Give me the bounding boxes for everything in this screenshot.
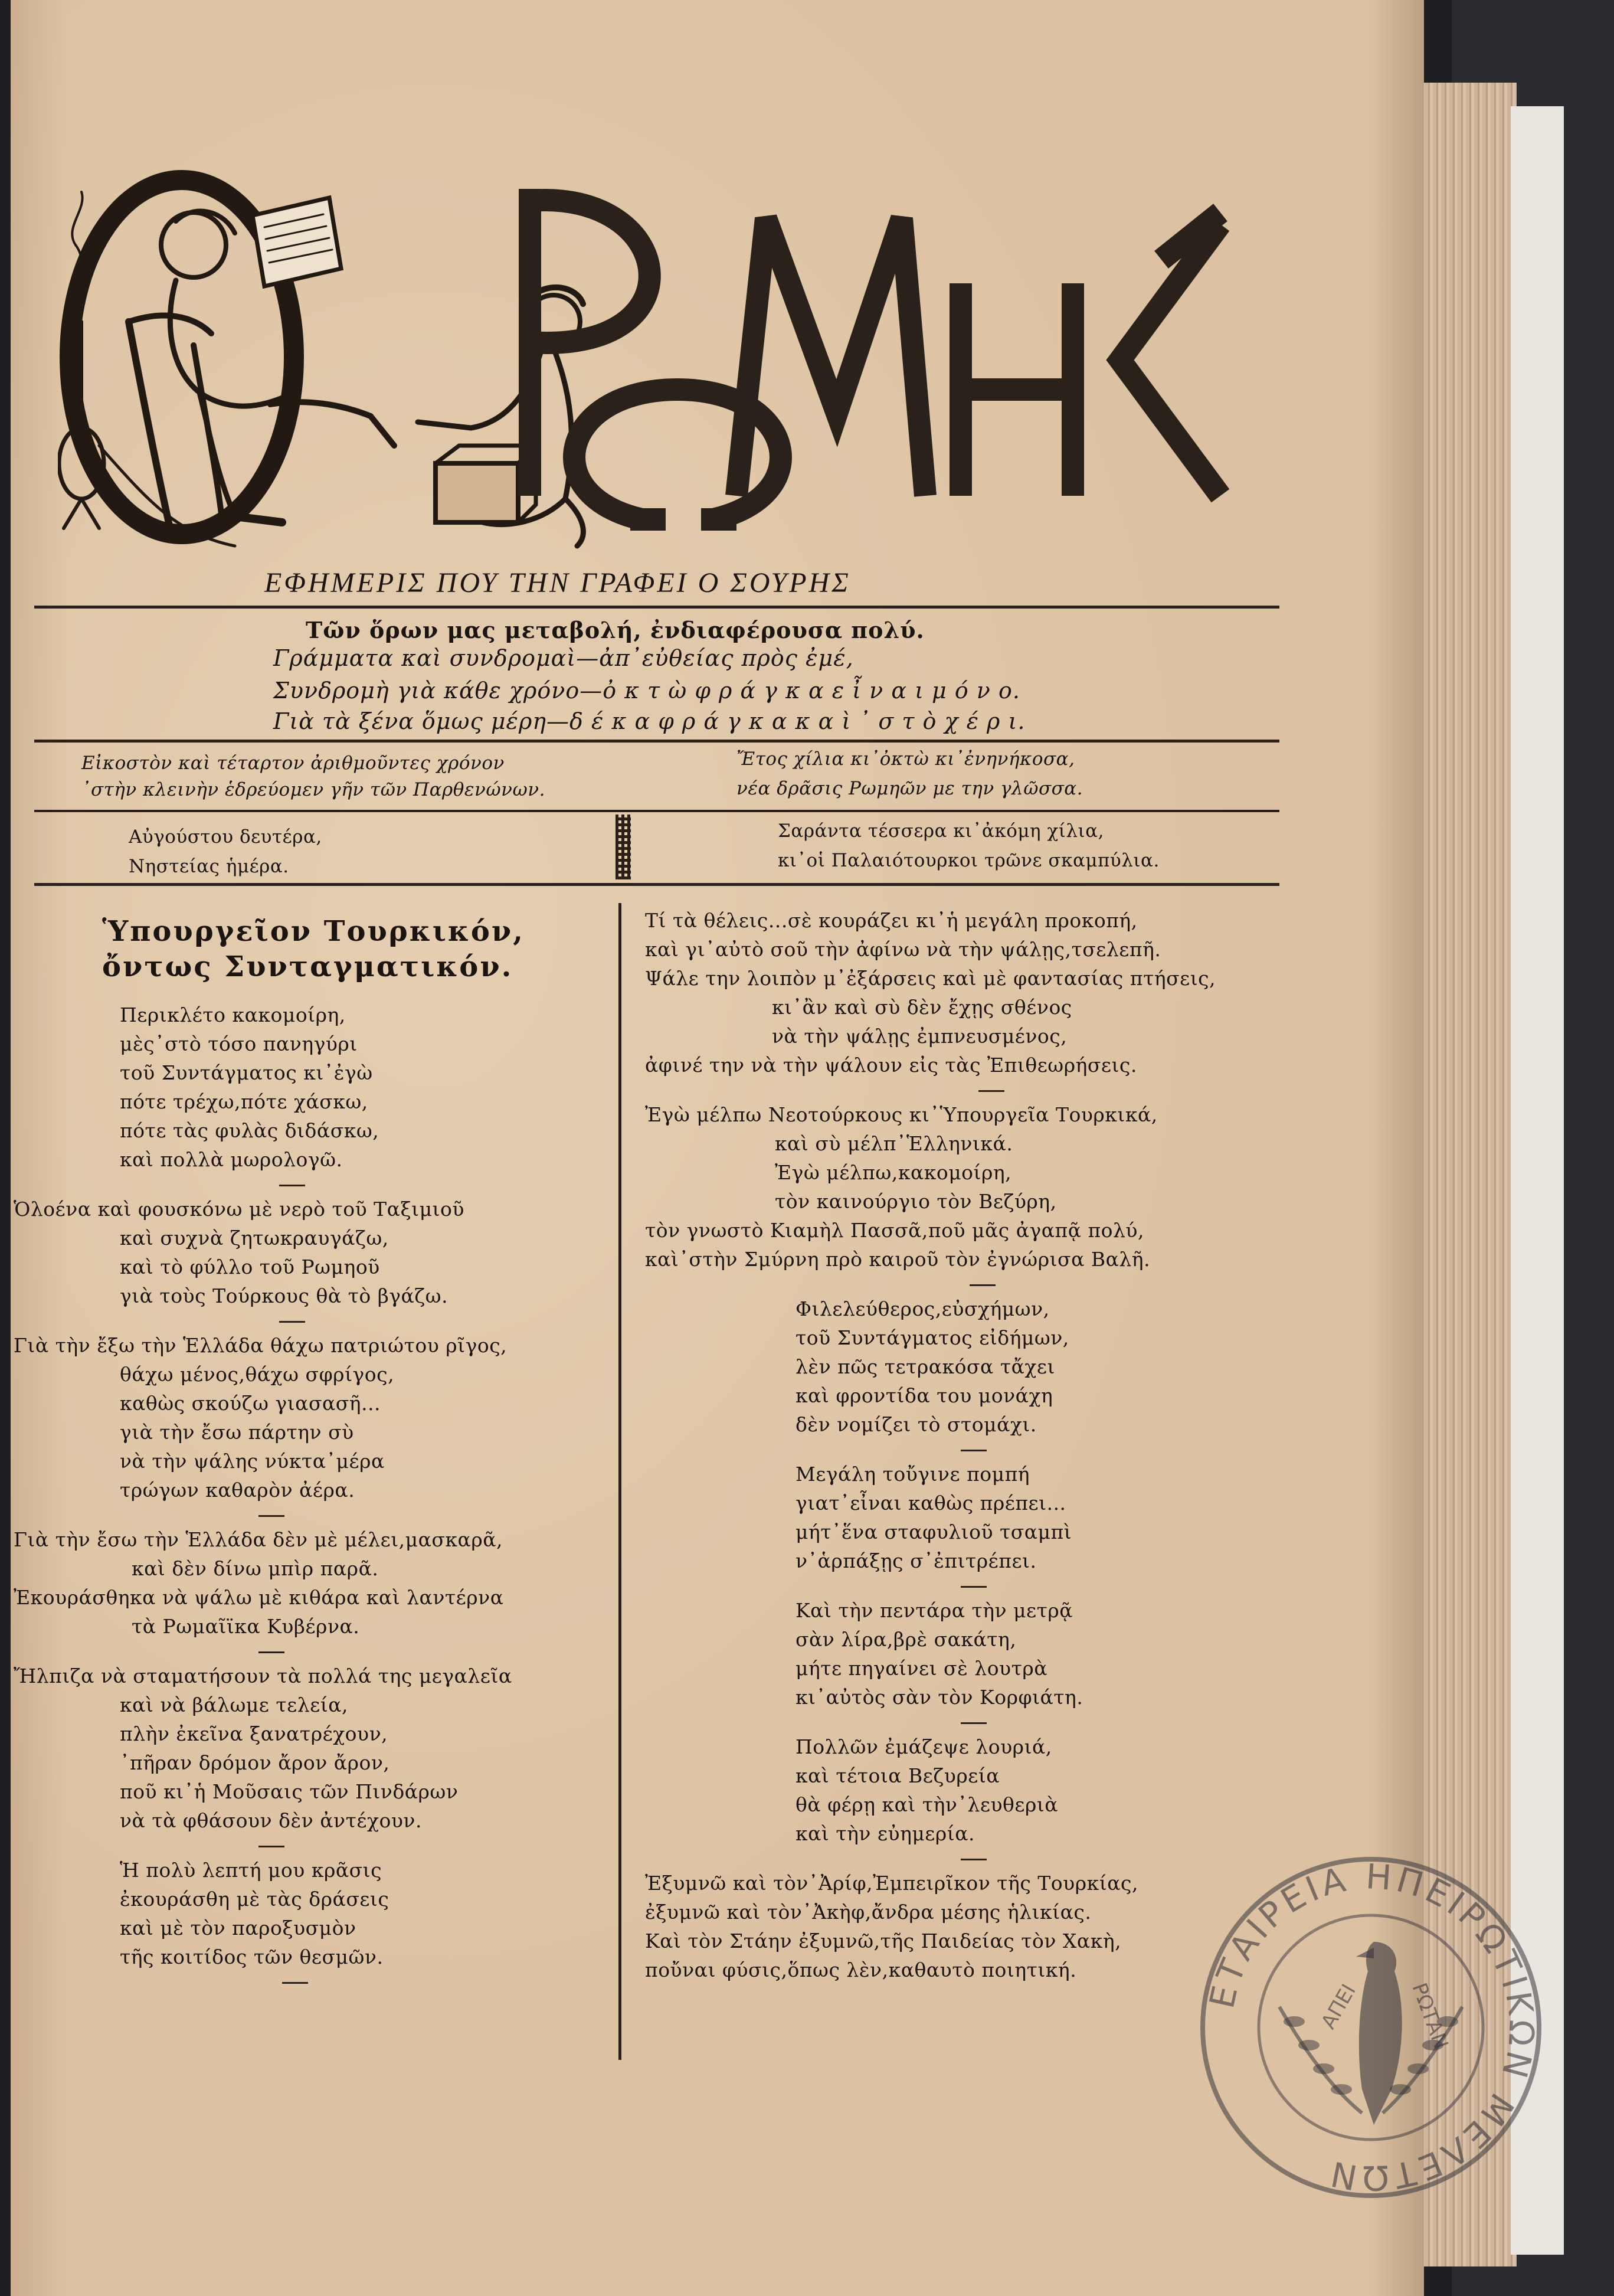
stamp-ring-text: ΕΤΑΙΡΕΙΑ ΗΠΕΙΡΩΤΙΚΩΝ ΜΕΛΕΤΩΝ: [1202, 1856, 1542, 2199]
verse-line: ποῦ κι᾿ἡ Μοῦσαις τῶν Πινδάρων: [120, 1780, 459, 1803]
verse-line: καθὼς σκούζω γιασασῆ...: [120, 1392, 381, 1415]
stamp-center-right: ΡΩΤΑΝ: [1407, 1980, 1453, 2053]
date-line: Νηστείας ἡμέρα.: [129, 856, 289, 877]
verse-line: ποὔναι φύσις,ὅπως λὲν,καθαυτὸ ποιητική.: [645, 1958, 1077, 1981]
terms-heading: Τῶν ὅρων μας μεταβολή, ἐνδιαφέρουσα πολύ.: [306, 617, 925, 643]
verse-line: νὰ τὴν ψάλης νύκτα᾿μέρα: [120, 1450, 385, 1473]
stanza-separator: [258, 1846, 284, 1847]
stanza: [11, 1525, 512, 1653]
stanza-separator: [961, 1586, 987, 1588]
verse-line: σὰν λίρα,βρὲ σακάτη,: [795, 1628, 1017, 1651]
stanza: [636, 1460, 1216, 1588]
masthead-rule: [34, 606, 1279, 609]
stanza: [636, 1596, 1216, 1724]
terms-rule: [34, 740, 1279, 743]
verse-line: Ἡ πολὺ λεπτή μου κρᾶσις: [120, 1859, 382, 1882]
year-line: Σαράντα τέσσερα κι᾿ἀκόμη χίλια,: [778, 820, 1105, 842]
verse-line: καὶ γι᾿αὐτὸ σοῦ τὴν ἀφίνω νὰ τὴν ψάλῃς,τσελεπῆ.: [645, 938, 1161, 961]
epigraph-line: ᾿στὴν κλεινὴν ἑδρεύομεν γῆν τῶν Παρθενώνων.: [81, 779, 545, 800]
verse-line: μὲς᾿στὸ τόσο πανηγύρι: [120, 1032, 358, 1055]
verse-line: Ὁλοένα καὶ φουσκόνω μὲ νερὸ τοῦ Ταξιμιοῦ: [14, 1198, 464, 1221]
date-line: Αὐγούστου δευτέρα,: [129, 826, 322, 848]
verse-line: τῆς κοιτίδος τῶν θεσμῶν.: [120, 1945, 384, 1968]
verse-line: Ἤλπιζα νὰ σταματήσουν τὰ πολλά της μεγαλεῖα: [14, 1664, 512, 1687]
verse-line: Ψάλε την λοιπὸν μ᾿ἐξάρσεις καὶ μὲ φαντασίας πτήσεις,: [645, 967, 1216, 990]
verse-line: ἐκουράσθη μὲ τὰς δράσεις: [120, 1888, 389, 1911]
article-heading: ὄντως Συνταγματικόν.: [102, 950, 513, 983]
verse-line: Γιὰ τὴν ἔξω τὴν Ἑλλάδα θάχω πατριώτου ρῖγος,: [14, 1334, 508, 1357]
epigraph-line: νέα δρᾶσις Ρωμηῶν με την γλῶσσα.: [736, 778, 1083, 799]
stamp-center-left: ΑΠΕΙ: [1317, 1980, 1361, 2033]
stanza: [11, 1662, 512, 1847]
stanza: [11, 1000, 512, 1186]
stamp-bird-icon: [1356, 1942, 1402, 2125]
verse-line: μήτε πηγαίνει σὲ λουτρὰ: [795, 1657, 1048, 1680]
verse-line: θάχω μένος,θάχω σφρίγος,: [120, 1363, 395, 1386]
verse-line: καὶ μὲ τὸν παροξυσμὸν: [120, 1916, 356, 1940]
article-heading: Ὑπουργεῖον Τουρκικόν,: [102, 915, 525, 948]
epigraph-line: Ἔτος χίλια κι᾿ὀκτὼ κι᾿ἐνηνήκοσα,: [736, 748, 1075, 770]
info-rule: [34, 810, 1279, 812]
stanza-separator: [279, 1185, 305, 1186]
verse-line: καὶ δὲν δίνω μπὶρ παρᾶ.: [132, 1557, 379, 1580]
stanza: [11, 1331, 512, 1517]
masthead-title-lettering: [394, 165, 1256, 543]
verse-line: καὶ τέτοια Βεζυρεία: [795, 1764, 1000, 1787]
stanza: [11, 1856, 512, 1984]
verse-line: τὰ Ρωμαῖϊκα Κυβέρνα.: [132, 1615, 360, 1638]
masthead-subtitle: ΕΦΗΜΕΡΙΣ ΠΟΥ ΤΗΝ ΓΡΑΦΕΙ Ο ΣΟΥΡΗΣ: [264, 567, 851, 598]
stanza: [636, 906, 1216, 1092]
verse-line: καὶ τὴν εὐημερία.: [795, 1822, 975, 1845]
stanza-separator: [279, 1321, 305, 1323]
ornament-divider: [616, 815, 631, 879]
verse-line: γιὰ τοὺς Τούρκους θὰ τὸ βγάζω.: [120, 1284, 448, 1307]
verse-line: κι᾿αὐτὸς σὰν τὸν Κορφιάτη.: [795, 1686, 1083, 1709]
stanza-separator: [961, 1450, 987, 1451]
verse-line: καὶ συχνὰ ζητωκραυγάζω,: [120, 1227, 389, 1250]
newspaper-page: [11, 0, 1542, 2296]
verse-line: Τί τὰ θέλεις...σὲ κουράζει κι᾿ἡ μεγάλη προκοπή,: [645, 909, 1138, 932]
verse-line: γιὰ τὴν ἔσω πάρτην σὺ: [120, 1421, 354, 1444]
column-divider: [618, 903, 621, 2060]
verse-line: δὲν νομίζει τὸ στομάχι.: [795, 1413, 1037, 1436]
verse-line: ἐξυμνῶ καὶ τὸν᾿Ἀκὴφ,ἄνδρα μέσης ἡλικίας.: [645, 1901, 1092, 1924]
verse-line: Περικλέτο κακομοίρη,: [120, 1003, 346, 1026]
stanza-separator: [970, 1284, 996, 1286]
info-rule-bottom: [34, 883, 1279, 886]
verse-line: τὸν γνωστὸ Κιαμὴλ Πασσᾶ,ποῦ μᾶς ἀγαπᾷ πολύ,: [645, 1219, 1144, 1242]
verse-line: καὶ νὰ βάλωμε τελεία,: [120, 1693, 348, 1716]
verse-line: Πολλῶν ἐμάζεψε λουριά,: [795, 1735, 1052, 1758]
year-line: κι᾿οἱ Παλαιότουρκοι τρῶνε σκαμπύλια.: [778, 850, 1160, 871]
verse-line: τοῦ Συντάγματος εἰδήμων,: [795, 1326, 1069, 1349]
stanza-separator: [978, 1090, 1004, 1092]
verse-line: ἀφινέ την νὰ τὴν ψάλουν εἰς τὰς Ἐπιθεωρήσεις.: [645, 1054, 1137, 1077]
stanza-separator: [961, 1722, 987, 1724]
verse-line: ᾿πῆραν δρόμον ἄρον ἄρον,: [120, 1751, 390, 1774]
verse-line: Καὶ τὴν πεντάρα τὴν μετρᾷ: [795, 1599, 1073, 1622]
stanza: [636, 1869, 1216, 1984]
verse-line: καὶ σὺ μέλπ᾿Ἑλληνικά.: [775, 1132, 1013, 1155]
verse-line: μήτ᾿ἕνα σταφυλιοῦ τσαμπὶ: [795, 1520, 1072, 1543]
verse-line: λὲν πῶς τετρακόσα τἄχει: [795, 1355, 1055, 1378]
verse-line: καὶ τὸ φύλλο τοῦ Ρωμηοῦ: [120, 1255, 380, 1278]
verse-line: τρώγων καθαρὸν ἀέρα.: [120, 1479, 355, 1502]
terms-line: Γιὰ τὰ ξένα ὅμως μέρη—δ έ κ α φ ρ ά γ κ α κ α ὶ ᾿ σ τ ὸ χ έ ρ ι.: [273, 708, 1026, 734]
stanza-separator: [258, 1651, 284, 1653]
verse-line: καὶ φροντίδα του μονάχη: [795, 1384, 1053, 1407]
stanza-separator: [961, 1859, 987, 1860]
verse-line: Ἐξυμνῶ καὶ τὸν᾿Ἀρίφ,Ἐμπειρῖκον τῆς Τουρκίας,: [645, 1872, 1138, 1895]
verse-line: τὸν καινούργιο τὸν Βεζύρη,: [775, 1190, 1057, 1213]
stanza: [636, 1100, 1216, 1286]
terms-line: Γράμματα καὶ συνδρομαὶ—ἀπ᾿εὐθείας πρὸς ἐμέ,: [273, 645, 854, 671]
verse-line: κι᾿ἂν καὶ σὺ δὲν ἔχῃς σθένος: [772, 996, 1072, 1019]
verse-line: καὶ πολλὰ μωρολογῶ.: [120, 1148, 343, 1171]
stanza-separator: [282, 1982, 308, 1984]
masthead-title: [719, 177, 722, 178]
verse-line: πλὴν ἐκεῖνα ξανατρέχουν,: [120, 1722, 388, 1745]
terms-line: Συνδρομὴ γιὰ κάθε χρόνο—ὀ κ τ ὼ φ ρ ά γ κ α ε ἶ ν α ι μ ό ν ο.: [273, 678, 1020, 704]
verse-line: Γιὰ τὴν ἔσω τὴν Ἑλλάδα δὲν μὲ μέλει,μασκαρᾶ,: [14, 1528, 503, 1551]
right-column: [636, 906, 1216, 1984]
stanza: [636, 1732, 1216, 1860]
stanza: [11, 1195, 512, 1323]
verse-line: θὰ φέρῃ καὶ τὴν᾿λευθεριὰ: [795, 1793, 1059, 1816]
stanza-separator: [258, 1515, 284, 1517]
verse-line: Ἐκουράσθηκα νὰ ψάλω μὲ κιθάρα καὶ λαντέρνα: [14, 1586, 504, 1609]
verse-line: γιατ᾿εἶναι καθὼς πρέπει...: [795, 1492, 1066, 1515]
epigraph-line: Εἰκοστὸν καὶ τέταρτον ἀριθμοῦντες χρόνον: [81, 753, 505, 774]
left-column: [11, 1000, 512, 1992]
verse-line: πότε τὰς φυλὰς διδάσκω,: [120, 1119, 379, 1142]
verse-line: νὰ τὴν ψάλῃς ἐμπνευσμένος,: [772, 1025, 1068, 1048]
verse-line: Καὶ τὸν Στάην ἐξυμνῶ,τῆς Παιδείας τὸν Χακὴ,: [645, 1929, 1122, 1952]
verse-line: Ἐγὼ μέλπω Νεοτούρκους κι᾿Ὑπουργεῖα Τουρκικά,: [645, 1103, 1158, 1126]
stanza: [636, 1294, 1216, 1451]
verse-line: πότε τρέχω,πότε χάσκω,: [120, 1090, 368, 1113]
verse-line: Μεγάλη τοὔγινε πομπή: [795, 1463, 1030, 1486]
verse-line: νὰ τὰ φθάσουν δὲν ἀντέχουν.: [120, 1809, 422, 1832]
verse-line: τοῦ Συντάγματος κι᾿ἐγὼ: [120, 1061, 373, 1084]
verse-line: ν᾿ἁρπάξῃς σ᾿ἐπιτρέπει.: [795, 1549, 1037, 1572]
verse-line: Ἐγὼ μέλπω,κακομοίρη,: [775, 1161, 1012, 1184]
library-stamp: [1197, 1853, 1545, 2202]
verse-line: καὶ᾿στὴν Σμύρνη πρὸ καιροῦ τὸν ἐγνώρισα Βαλῆ.: [645, 1248, 1151, 1271]
verse-line: Φιλελεύθερος,εὐσχήμων,: [795, 1297, 1050, 1320]
